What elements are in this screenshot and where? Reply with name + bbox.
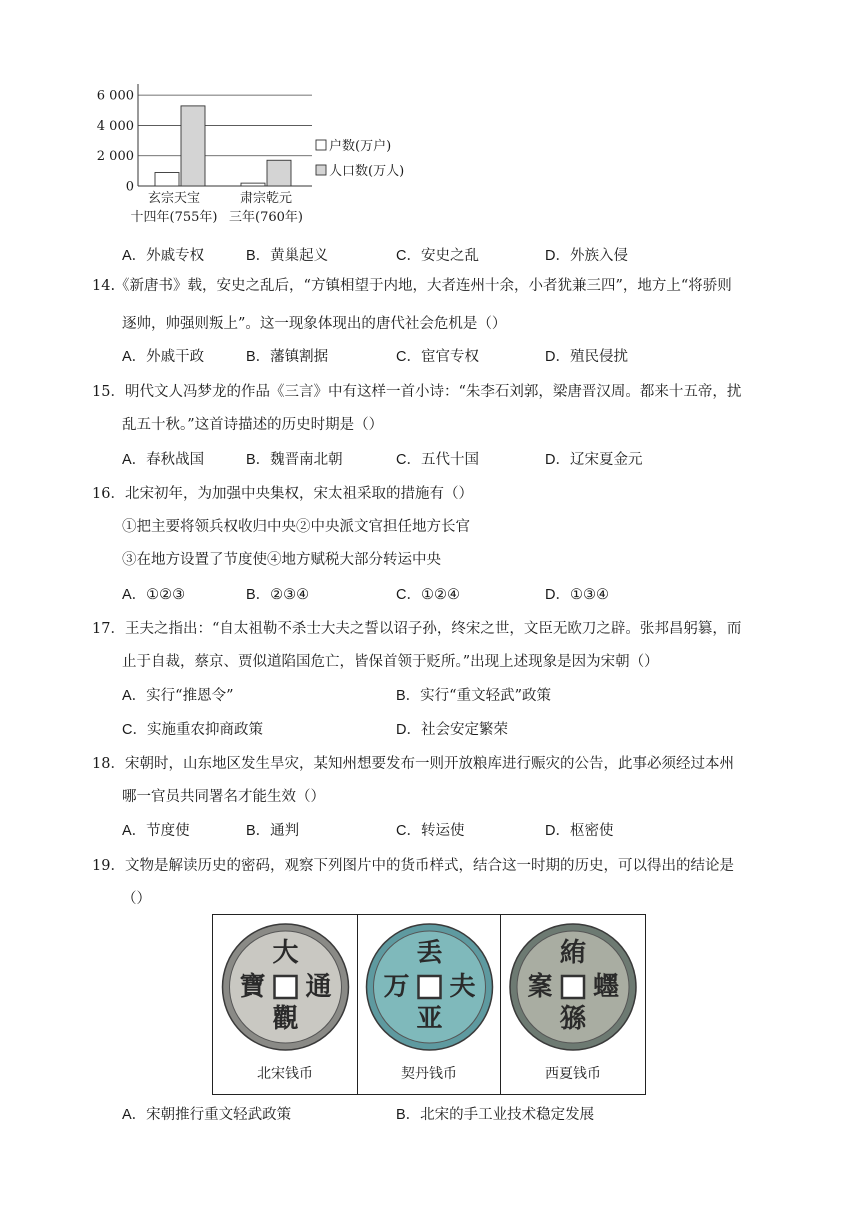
q16-stem-line1: 16．北宋初年，为加强中央集权，宋太祖采取的措施有（） (92, 486, 473, 502)
coin-cell-western-xia (501, 915, 645, 1094)
khitan-coin-image (358, 915, 501, 1055)
q16-option-b: B．②③④ (246, 587, 310, 603)
coin-inscription-char: 万 (383, 972, 410, 1002)
q17-option-a: A．实行“推恩令” (122, 688, 234, 704)
chart-y-tick-label: 2 000 (96, 149, 134, 165)
chart-y-tick-label: 4 000 (96, 118, 134, 134)
chart-x-tick-label: 肃宗乾元 (239, 191, 293, 206)
chart-bar (181, 106, 205, 186)
q15-option-c: C．五代十国 (396, 452, 479, 468)
coin-inscription-char: 大 (272, 938, 299, 968)
q19-option-a: A．宋朝推行重文轻武政策 (122, 1107, 292, 1123)
q15-option-a: A．春秋战国 (122, 452, 205, 468)
q13-option-c: C．安史之乱 (396, 248, 479, 264)
q16-option-a: A．①②③ (122, 587, 186, 603)
q15-stem-line2: 乱五十秋。”这首诗描述的历史时期是（） (122, 417, 384, 433)
q13-option-a: A．外戚专权 (122, 248, 205, 264)
coin-caption-khitan: 契丹钱币 (401, 1066, 457, 1082)
coin-inscription-char: 通 (305, 972, 332, 1002)
coin-square-hole (275, 976, 297, 998)
q19-stem-line2: （） (122, 891, 151, 907)
q17-stem-line2: 止于自裁，蔡京、贾似道陷国危亡，皆保首领于贬所。”出现上述现象是因为宋朝（） (122, 654, 659, 670)
q14-option-b: B．藩镇割据 (246, 349, 329, 365)
q16-stem-line3: ③在地方设置了节度使④地方赋税大部分转运中央 (122, 552, 441, 568)
coin-square-hole (562, 976, 584, 998)
chart-y-ticks (97, 89, 134, 195)
chart-y-tick-label: 0 (125, 179, 134, 195)
q19-option-b: B．北宋的手工业技术稳定发展 (396, 1107, 595, 1123)
q18-option-b: B．通判 (246, 823, 300, 839)
q17-stem-line1: 17．王夫之指出：“自太祖勒不杀士大夫之誓以诏子孙，终宋之世，文臣无欧刀之辟。张邦昌躬篡，而 (92, 621, 742, 637)
q15-option-b: B．魏晋南北朝 (246, 452, 343, 468)
coin-inscription-char: 寶 (239, 972, 266, 1002)
q18-stem-line2: 哪一官员共同署名才能生效（） (122, 789, 325, 805)
coin-caption-northern-song: 北宋钱币 (257, 1066, 313, 1082)
coin-inscription-char: 䅁 (526, 972, 554, 1002)
chart-legend-swatch (316, 140, 326, 150)
q14-option-d: D．殖民侵扰 (545, 349, 628, 365)
chart-bars (155, 106, 291, 186)
q14-stem-line1: 14.《新唐书》载，安史之乱后，“方镇相望于内地，大者连州十余，小者犹兼三四”，地方上“将骄则 (92, 278, 732, 294)
coin-caption-western-xia: 西夏钱币 (545, 1066, 601, 1082)
chart-legend-label: 户数(万户) (329, 139, 392, 154)
q13-option-d: D．外族入侵 (545, 248, 628, 264)
q13-option-b: B．黄巢起义 (246, 248, 329, 264)
q19-stem-line1: 19．文物是解读历史的密码，观察下列图片中的货币样式，结合这一时期的历史，可以得出的结论是 (92, 858, 734, 874)
q17-option-c: C．实施重农抑商政策 (122, 722, 263, 738)
chart-legend (316, 138, 404, 179)
q14-option-a: A．外戚干政 (122, 349, 205, 365)
chart-x-tick-label: 玄宗天宝 (147, 191, 201, 206)
q14-option-c: C．宦官专权 (396, 349, 479, 365)
western-xia-coin-image (501, 915, 645, 1055)
coin-inscription-char: 絠 (559, 938, 587, 968)
q18-stem-line1: 18．宋朝时，山东地区发生旱灾，某知州想要发布一则开放粮库进行赈灾的公告，此事必须经过本州 (92, 756, 734, 772)
chart-bar (267, 160, 291, 186)
chart-y-tick-label: 6 000 (96, 88, 134, 104)
q15-stem-line1: 15．明代文人冯梦龙的作品《三言》中有这样一首小诗：“朱李石刘郭，梁唐晋汉周。都来十五帝，扰 (92, 384, 742, 400)
q17-option-d: D．社会安定繁荣 (396, 722, 508, 738)
q15-option-d: D．辽宋夏金元 (545, 452, 643, 468)
population-bar-chart (90, 80, 430, 230)
coin-square-hole (419, 976, 441, 998)
q17-option-b: B．实行“重文轻武”政策 (396, 688, 551, 704)
chart-bar (241, 183, 265, 186)
chart-x-tick-label: 十四年(755年) (130, 210, 218, 225)
coin-inscription-char: 亚 (416, 1004, 443, 1034)
q16-option-c: C．①②④ (396, 587, 460, 603)
q18-option-c: C．转运使 (396, 823, 465, 839)
coin-cell-northern-song (213, 915, 358, 1094)
chart-legend-swatch (316, 165, 326, 175)
q16-option-d: D．①③④ (545, 587, 609, 603)
coin-inscription-char: 丢 (416, 938, 443, 968)
coin-inscription-char: 觀 (272, 1004, 299, 1034)
chart-x-tick-label: 三年(760年) (229, 210, 303, 225)
coin-cell-khitan (358, 915, 501, 1094)
q18-option-d: D．枢密使 (545, 823, 614, 839)
chart-x-labels (131, 190, 303, 225)
q16-stem-line2: ①把主要将领兵权收归中央②中央派文官担任地方长官 (122, 519, 470, 535)
coin-inscription-char: 䘃 (592, 972, 620, 1002)
coin-inscription-char: 猻 (559, 1004, 587, 1034)
coin-inscription-char: 夫 (449, 972, 476, 1002)
chart-legend-label: 人口数(万人) (329, 164, 405, 179)
chart-bar (155, 173, 179, 186)
northern-song-coin-image (213, 915, 358, 1055)
q14-stem-line2: 逐帅，帅强则叛上”。这一现象体现出的唐代社会危机是（） (122, 316, 507, 332)
coin-image-table (212, 914, 646, 1095)
q18-option-a: A．节度使 (122, 823, 190, 839)
